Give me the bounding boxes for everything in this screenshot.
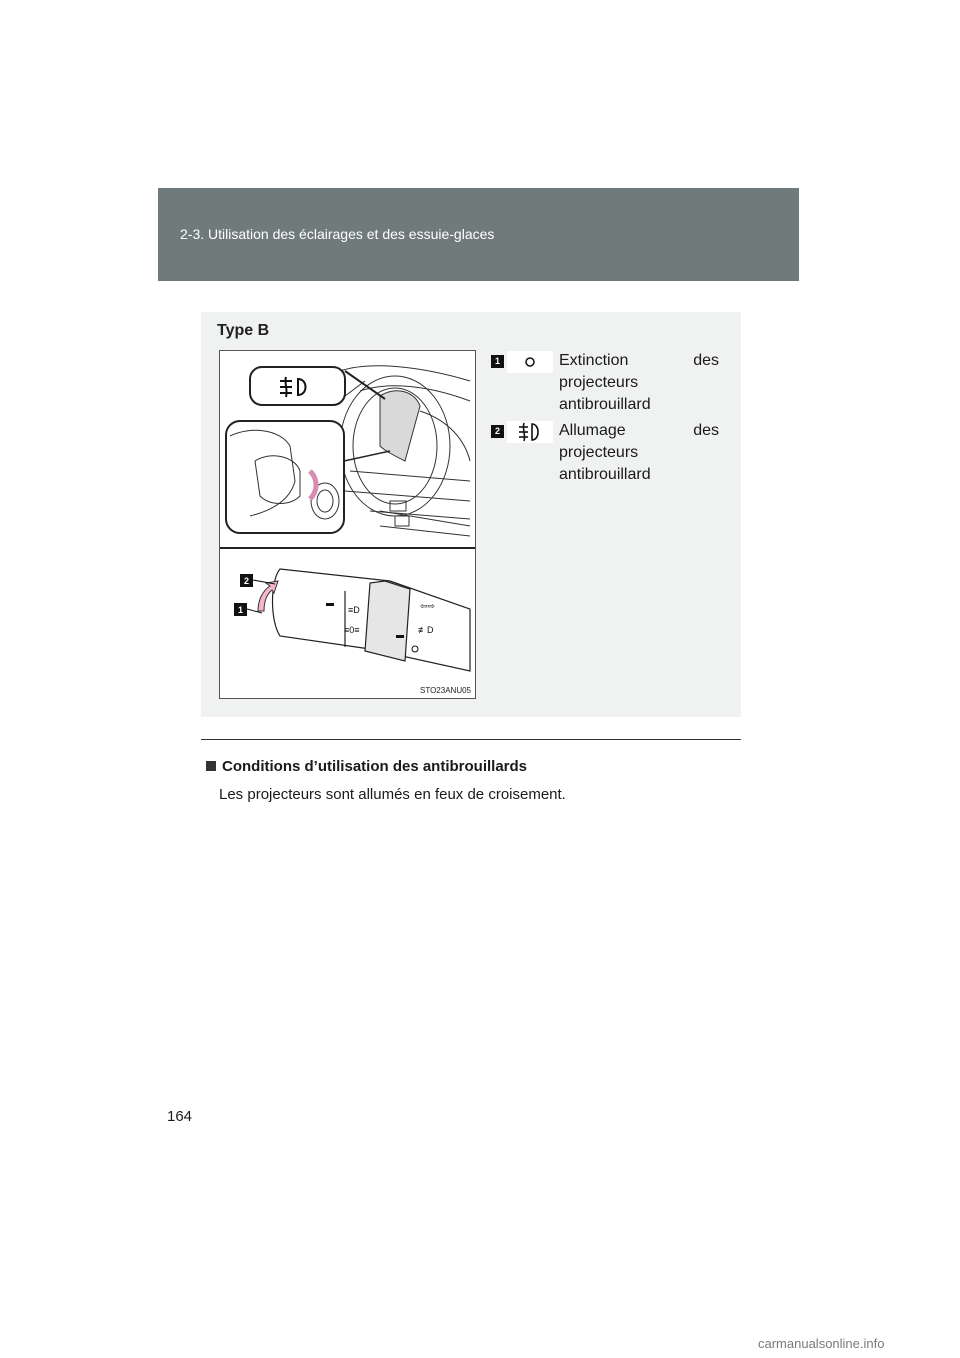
headlight-icon: ≡D — [348, 605, 360, 615]
combination-switch — [273, 569, 471, 671]
section-title: 2-3. Utilisation des éclairages et des essuie-glaces — [180, 226, 495, 242]
section-header — [158, 188, 799, 281]
fog-light-icon — [507, 421, 553, 443]
note-heading: Conditions d’utilisation des antibrouillards — [206, 758, 527, 775]
callout-1: 1 — [237, 605, 244, 615]
symbol-box — [507, 351, 553, 373]
number-badge: 1 — [491, 355, 504, 368]
note-body: Les projecteurs sont allumés en feux de croisement. — [219, 786, 566, 803]
switch-illustration — [220, 351, 475, 698]
legend-description: Allumage des projecteurs antibrouillard — [559, 422, 719, 483]
square-bullet-icon — [206, 761, 216, 771]
parking-light-icon: ≡0≡ — [344, 625, 360, 635]
number-badge: 2 — [491, 425, 504, 438]
legend-description: Extinction des projecteurs antibrouillard — [559, 352, 719, 413]
fog-light-icon: ≢D — [418, 625, 434, 635]
fog-light-switch-figure — [219, 350, 476, 699]
callout-2: 2 — [243, 576, 250, 586]
illustration-panel — [201, 312, 741, 717]
page-number: 164 — [167, 1108, 193, 1125]
watermark: carmanualsonline.info — [758, 1336, 885, 1351]
auto-icon: ⇦⇨ — [420, 601, 436, 611]
symbol-box — [507, 421, 553, 443]
off-circle-icon — [526, 358, 534, 366]
figure-code: STO23ANU05 — [420, 686, 471, 695]
divider — [201, 739, 741, 740]
panel-title: Type B — [217, 322, 270, 339]
